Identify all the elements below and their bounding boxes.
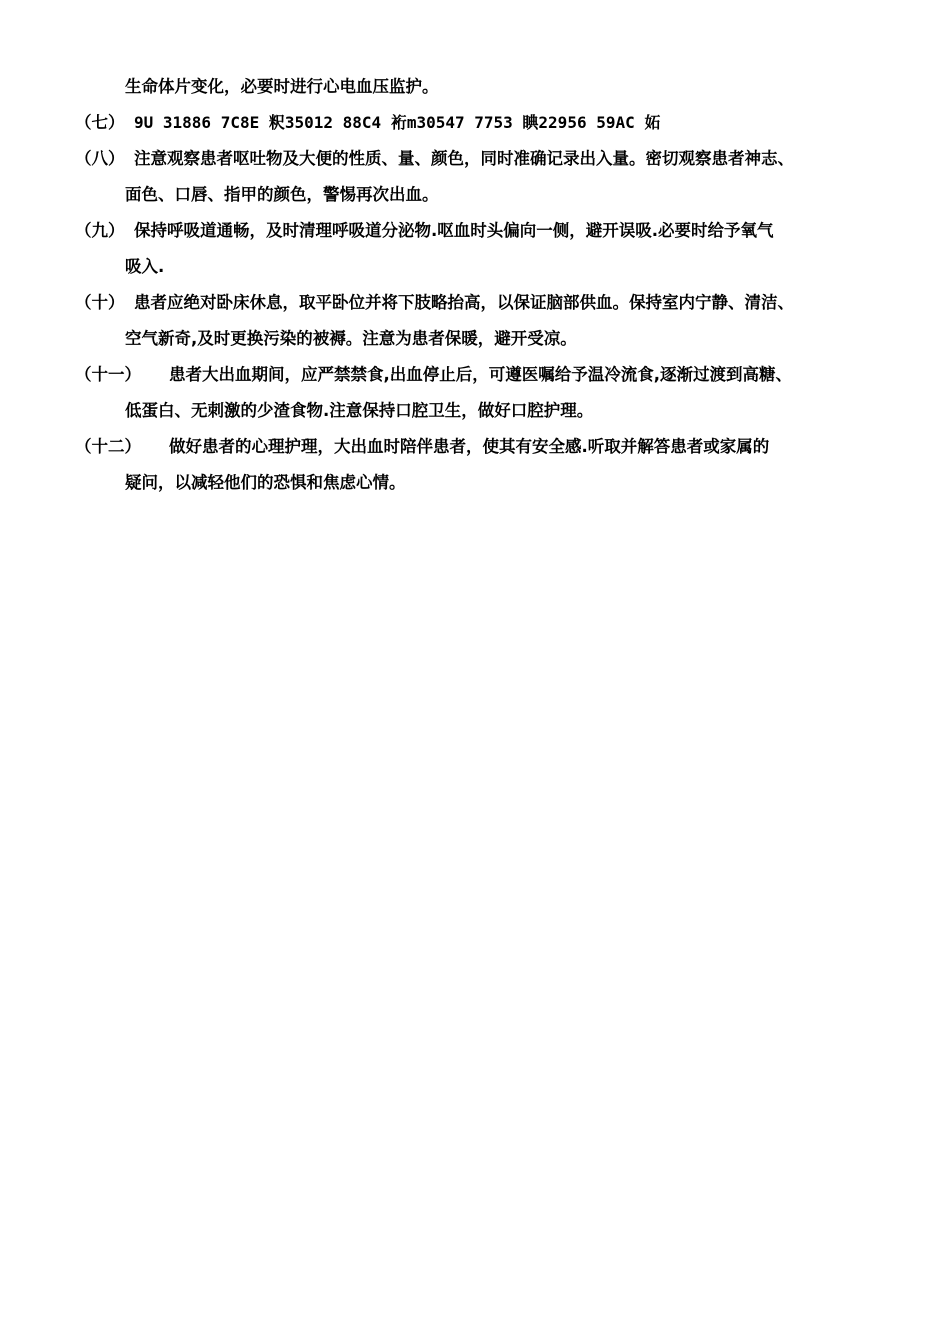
item-number: （八） <box>75 149 125 168</box>
item-line: 9U 31886 7C8E 粎35012 88C4 裄m30547 7753 睓22956 59AC 妬 <box>134 113 661 132</box>
item-number: （十） <box>75 293 125 312</box>
item-number: （十一） <box>75 365 141 384</box>
item-line: 做好患者的心理护理，大出血时陪伴患者，使其有安全感.听取并解答患者或家属的 <box>169 437 770 456</box>
item-line: 患者大出血期间，应严禁禁食,出血停止后，可遵医嘱给予温冷流食,逐渐过渡到高糖、 <box>169 365 793 384</box>
item-number: （七） <box>75 113 125 132</box>
item-number: （十二） <box>75 437 141 456</box>
item-line: 空气新奇,及时更换污染的被褥。注意为患者保暖，避开受凉。 <box>125 329 577 348</box>
item-line: 保持呼吸道通畅，及时清理呼吸道分泌物.呕血时头偏向一侧，避开误吸.必要时给予氧气 <box>134 221 774 240</box>
item-line: 疑问，以减轻他们的恐惧和焦虑心情。 <box>125 473 406 492</box>
continuation-line: 生命体片变化，必要时进行心电血压监护。 <box>125 77 439 96</box>
item-line: 吸入. <box>125 257 165 276</box>
item-number: （九） <box>75 221 125 240</box>
item-line: 面色、口唇、指甲的颜色，警惕再次出血。 <box>125 185 439 204</box>
item-line: 患者应绝对卧床休息，取平卧位并将下肢略抬高，以保证脑部供血。保持室内宁静、清洁、 <box>134 293 794 312</box>
item-line: 注意观察患者呕吐物及大便的性质、量、颜色，同时准确记录出入量。密切观察患者神志、 <box>134 149 794 168</box>
item-line: 低蛋白、无刺激的少渣食物.注意保持口腔卫生，做好口腔护理。 <box>125 401 594 420</box>
